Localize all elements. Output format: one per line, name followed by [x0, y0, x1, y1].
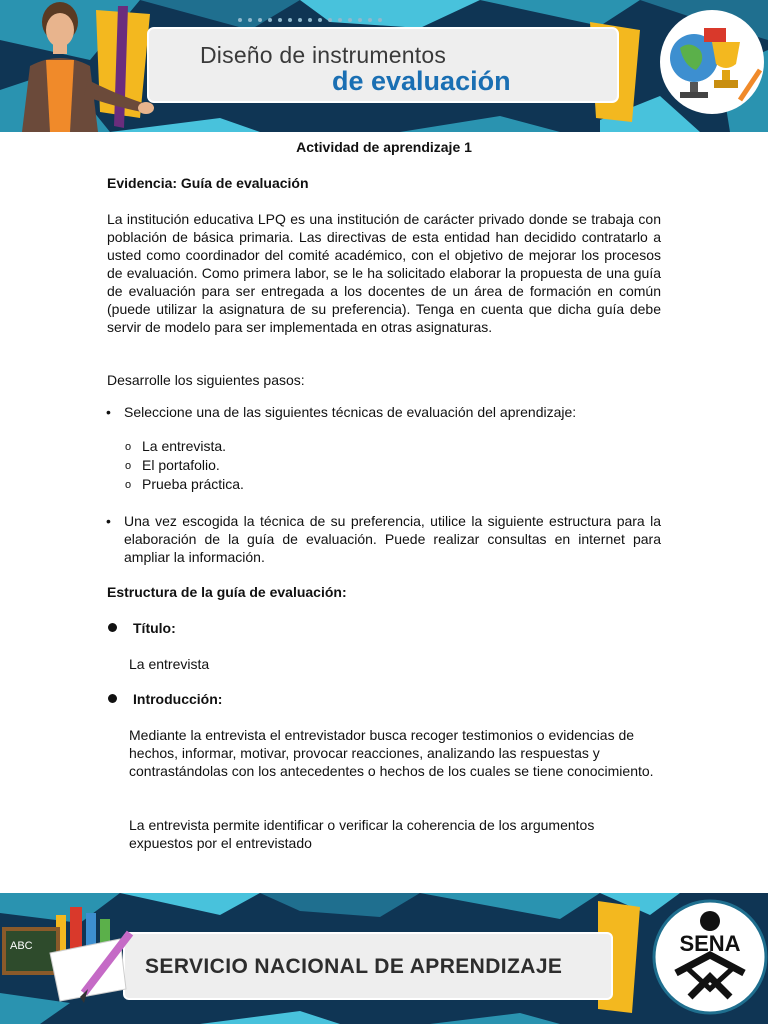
header-banner [0, 0, 768, 132]
structure-heading: Estructura de la guía de evaluación: [107, 584, 347, 600]
introduction-label: Introducción: [133, 691, 223, 707]
globe-trophy-icon [660, 10, 764, 114]
header-title-line1: Diseño de instrumentos [200, 42, 447, 68]
title-value: La entrevista [129, 656, 210, 672]
header-title-line2: de evaluación [332, 66, 511, 96]
footer-title: SERVICIO NACIONAL DE APRENDIZAJE [145, 955, 563, 978]
footer-banner [0, 893, 768, 1024]
bullet-select-technique: Seleccione una de las siguientes técnicas de evaluación del aprendizaje: [124, 404, 577, 420]
section-bullet-icon [108, 694, 117, 703]
title-label: Título: [133, 620, 176, 636]
chalkboard-text: ABC [10, 940, 33, 952]
sub-bullet-marker: o [125, 479, 132, 491]
technique-item: Prueba práctica. [142, 476, 244, 492]
introduction-text-2: La entrevista permite identificar o verificar la coherencia de los argumentos expuestos por el entrevistado [129, 817, 595, 851]
sena-logo-text: SENA [679, 931, 741, 956]
sena-logo [654, 901, 766, 1013]
bullet-marker: • [106, 404, 111, 420]
technique-item: El portafolio. [142, 457, 220, 473]
sub-bullet-marker: o [125, 441, 132, 453]
technique-item: La entrevista. [142, 438, 227, 454]
evidence-heading: Evidencia: Guía de evaluación [107, 175, 309, 191]
bullet-marker: • [106, 513, 111, 529]
sub-bullet-marker: o [125, 460, 132, 472]
activity-title: Actividad de aprendizaje 1 [296, 139, 472, 155]
introduction-text: Mediante la entrevista el entrevistador busca recoger testimonios o evidencias de hechos, informar, motivar, provocar reacciones, analizando las respuestas y contrastándolas con los antecedentes o hechos de los cuales se tiene conocimiento. [129, 727, 654, 779]
intro-paragraph: La institución educativa LPQ es una institución de carácter privado donde se trabaja con población de básica primaria. Las directivas de esta entidad han decidido contratarlo a usted como coordinador del comité académico, con el objetivo de mejorar los procesos de evaluación. Como primera labor, se le ha solicitado elaborar la propuesta de una guía de evaluación para ser entregada a los docentes de un área de formación en común (puede utilizar la asignatura de su preferencia). Tenga en cuenta que dicha guía debe servir de modelo para ser implementada en otras asignaturas. [107, 211, 661, 335]
section-bullet-icon [108, 623, 117, 632]
bullet-structure-instructions: Una vez escogida la técnica de su preferencia, utilice la siguiente estructura para la elaboración de la guía de evaluación. Puede realizar consultas en internet para ampliar la información. [124, 513, 661, 565]
steps-intro: Desarrolle los siguientes pasos: [107, 372, 305, 388]
